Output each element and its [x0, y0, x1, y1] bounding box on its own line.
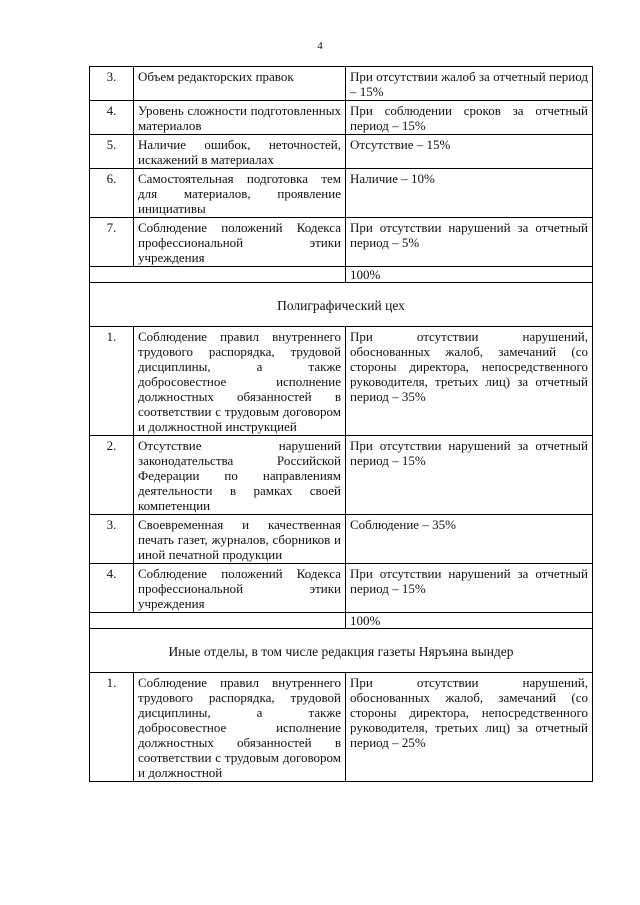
- criteria-table: [89, 66, 593, 782]
- norm-cell: Соблюдение – 35%: [346, 515, 593, 564]
- table-row: [90, 67, 593, 101]
- section-header-row: [90, 629, 593, 673]
- total-cell: 100%: [346, 613, 593, 629]
- criterion-cell: Соблюдение положений Кодекса профессиональной этики учреждения: [134, 564, 346, 613]
- table-row: [90, 515, 593, 564]
- norm-cell: При отсутствии нарушений, обоснованных жалоб, замечаний (со стороны директора, непосредственного руководителя, третьих лиц) за отчетный период – 35%: [346, 327, 593, 436]
- table-row: [90, 564, 593, 613]
- total-row: [90, 267, 593, 283]
- total-spacer: [90, 613, 346, 629]
- row-number: 3.: [90, 67, 134, 101]
- criterion-cell: Соблюдение правил внутреннего трудового распорядка, трудовой дисциплины, а также добросовестное исполнение должностных обязанностей в соответствии с трудовым договором и должностной: [134, 673, 346, 782]
- row-number: 4.: [90, 101, 134, 135]
- criterion-cell: Уровень сложности подготовленных материалов: [134, 101, 346, 135]
- criterion-cell: Самостоятельная подготовка тем для материалов, проявление инициативы: [134, 169, 346, 218]
- row-number: 3.: [90, 515, 134, 564]
- table-row: [90, 218, 593, 267]
- norm-cell: При отсутствии жалоб за отчетный период – 15%: [346, 67, 593, 101]
- total-cell: 100%: [346, 267, 593, 283]
- norm-cell: Наличие – 10%: [346, 169, 593, 218]
- total-spacer: [90, 267, 346, 283]
- criterion-cell: Своевременная и качественная печать газет, журналов, сборников и иной печатной продукции: [134, 515, 346, 564]
- table-row: [90, 436, 593, 515]
- row-number: 7.: [90, 218, 134, 267]
- criterion-cell: Отсутствие нарушений законодательства Российской Федерации по направлениям деятельности в рамках своей компетенции: [134, 436, 346, 515]
- page-number: 4: [317, 40, 323, 52]
- row-number: 5.: [90, 135, 134, 169]
- table-row: [90, 673, 593, 782]
- norm-cell: При отсутствии нарушений за отчетный период – 15%: [346, 564, 593, 613]
- norm-cell: При отсутствии нарушений за отчетный период – 15%: [346, 436, 593, 515]
- table-row: [90, 169, 593, 218]
- criterion-cell: Соблюдение положений Кодекса профессиональной этики учреждения: [134, 218, 346, 267]
- row-number: 2.: [90, 436, 134, 515]
- table-row: [90, 327, 593, 436]
- row-number: 1.: [90, 673, 134, 782]
- section-header-row: [90, 283, 593, 327]
- section-title: Полиграфический цех: [90, 283, 593, 327]
- row-number: 1.: [90, 327, 134, 436]
- norm-cell: При отсутствии нарушений за отчетный период – 5%: [346, 218, 593, 267]
- criterion-cell: Наличие ошибок, неточностей, искажений в материалах: [134, 135, 346, 169]
- section-title: Иные отделы, в том числе редакция газеты Няръяна вындер: [90, 629, 593, 673]
- criterion-cell: Соблюдение правил внутреннего трудового распорядка, трудовой дисциплины, а также добросовестное исполнение должностных обязанностей в соответствии с трудовым договором и должностной инструкцией: [134, 327, 346, 436]
- table-row: [90, 135, 593, 169]
- table-row: [90, 101, 593, 135]
- norm-cell: При отсутствии нарушений, обоснованных жалоб, замечаний (со стороны директора, непосредственного руководителя, третьих лиц) за отчетный период – 25%: [346, 673, 593, 782]
- norm-cell: Отсутствие – 15%: [346, 135, 593, 169]
- row-number: 4.: [90, 564, 134, 613]
- total-row: [90, 613, 593, 629]
- criterion-cell: Объем редакторских правок: [134, 67, 346, 101]
- row-number: 6.: [90, 169, 134, 218]
- norm-cell: При соблюдении сроков за отчетный период – 15%: [346, 101, 593, 135]
